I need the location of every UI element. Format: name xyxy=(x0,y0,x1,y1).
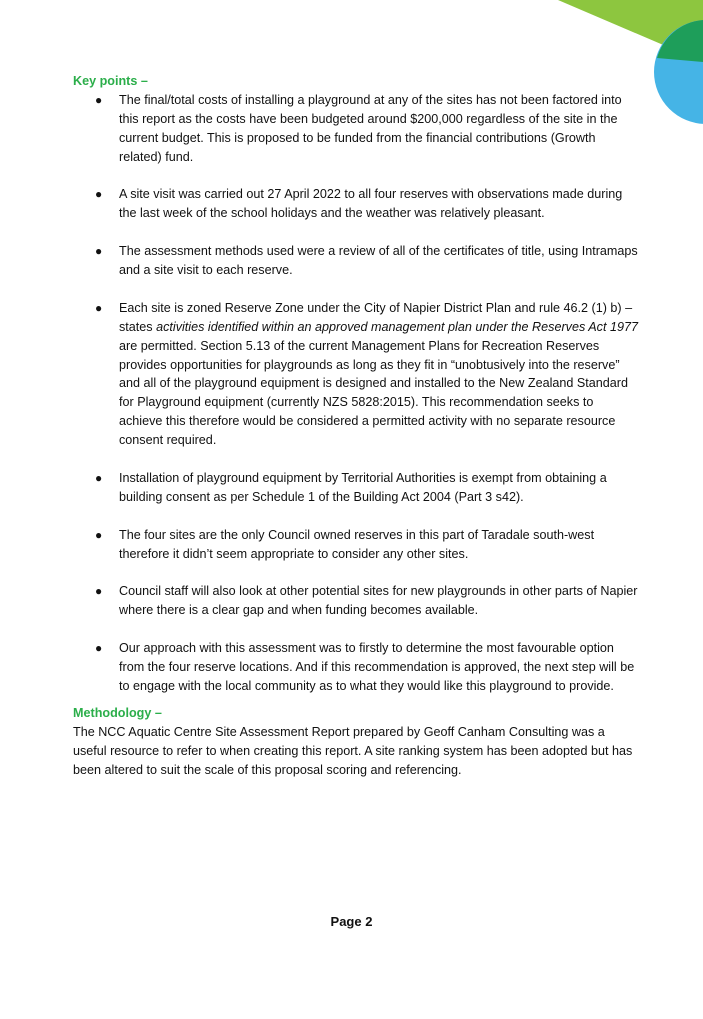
key-point-text-part: are permitted. Section 5.13 of the current Management Plans for Recreation Reserves provides opportunities for playgrounds as long as they fit in “unobtusively into the reserve” and all of the playground equipment is designed and installed to the New Zealand Standard for Playground equipment (currently NZS 5828:2015). This recommendation seeks to achieve this therefore would be considered a permitted activity with no separate resource consent required. xyxy=(119,338,628,448)
key-point-item xyxy=(73,185,638,223)
bullet-icon: ● xyxy=(95,92,103,107)
key-point-item xyxy=(73,469,638,507)
key-point-text: A site visit was carried out 27 April 2022 to all four reserves with observations made during the last week of the school holidays and the weather was relatively pleasant. xyxy=(119,187,623,221)
key-point-text: Our approach with this assessment was to firstly to determine the most favourable option from the four reserve locations. And if this recommendation is approved, the next step will be to engage with the local community as to what they would like this playground to provide. xyxy=(119,641,635,693)
bullet-icon: ● xyxy=(95,244,103,259)
bullet-icon: ● xyxy=(95,187,103,202)
key-point-item xyxy=(73,242,638,280)
bullet-icon: ● xyxy=(95,300,103,315)
bullet-icon: ● xyxy=(95,470,103,485)
key-points-heading: Key points – xyxy=(73,74,148,88)
key-point-item xyxy=(73,526,638,564)
key-point-text: The final/total costs of installing a playground at any of the sites has not been factored into this report as the costs have been budgeted around $200,000 regardless of the site in the current budget. This is proposed to be funded from the financial contributions (Growth related) fund. xyxy=(119,92,622,164)
page-number: Page 2 xyxy=(330,914,373,929)
key-point-italic-text: activities identified within an approved management plan under the Reserves Act 1977 xyxy=(156,319,638,334)
bullet-icon: ● xyxy=(95,527,103,542)
key-point-item xyxy=(73,639,638,696)
key-point-item xyxy=(73,91,638,167)
key-point-text: The assessment methods used were a review of all of the certificates of title, using Intramaps and a site visit to each reserve. xyxy=(119,244,638,278)
bullet-icon: ● xyxy=(95,584,103,599)
document-body xyxy=(73,72,638,779)
key-point-text: The four sites are the only Council owned reserves in this part of Taradale south-west therefore it didn’t seem appropriate to consider any other sites. xyxy=(119,527,595,561)
methodology-text: The NCC Aquatic Centre Site Assessment Report prepared by Geoff Canham Consulting was a useful resource to refer to when creating this report. A site ranking system has been adopted but has been altered to suit the scale of this proposal scoring and referencing. xyxy=(73,724,633,777)
key-point-text-part: Each site is zoned Reserve Zone under the City of Napier District Plan and rule 46.2 (1) b) – states xyxy=(119,300,633,334)
bullet-icon: ● xyxy=(95,641,103,656)
key-point-item xyxy=(73,299,638,450)
key-point-text: Installation of playground equipment by Territorial Authorities is exempt from obtaining a building consent as per Schedule 1 of the Building Act 2004 (Part 3 s42). xyxy=(119,470,607,504)
methodology-heading: Methodology – xyxy=(73,705,162,720)
key-point-text: Council staff will also look at other potential sites for new playgrounds in other parts of Napier where there is a clear gap and when funding becomes available. xyxy=(119,584,638,618)
key-point-item xyxy=(73,582,638,620)
key-points-list xyxy=(73,91,638,696)
